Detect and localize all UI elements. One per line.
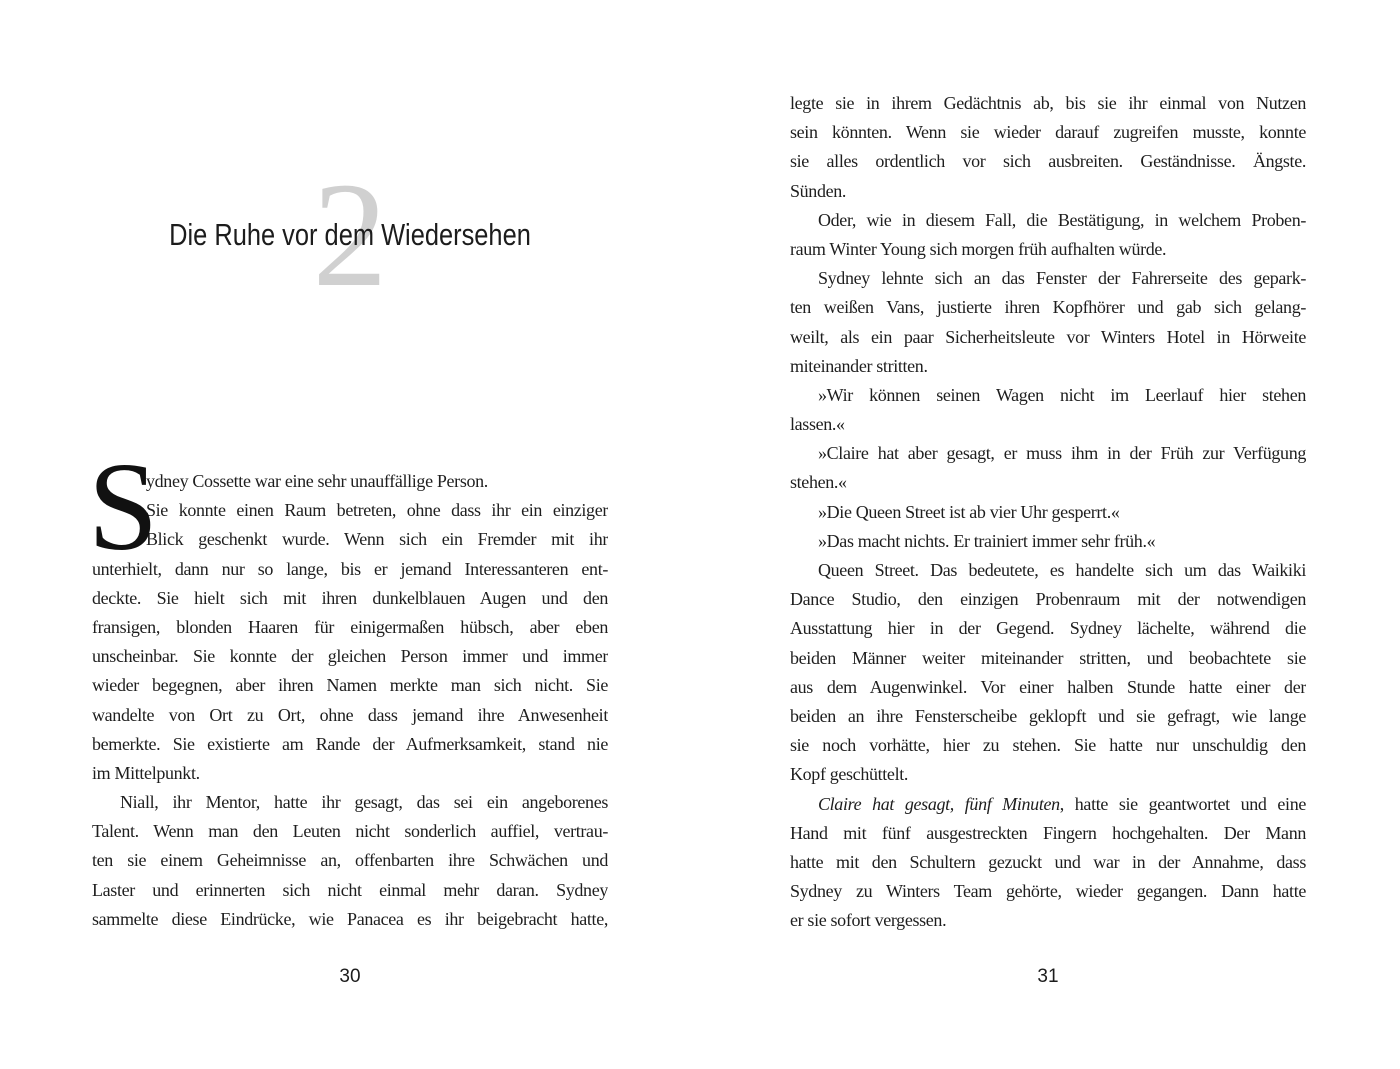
drop-cap: S <box>88 438 159 577</box>
page-number-left: 30 <box>339 966 361 987</box>
text-line: unterhielt, dann nur so lange, bis er jemand Interessanteren ent- <box>92 558 608 579</box>
text-line: bemerkte. Sie existierte am Rande der Aufmerksamkeit, stand nie <box>92 733 608 754</box>
text-line: »Das macht nichts. Er trainiert immer sehr früh.« <box>818 530 1156 551</box>
text-line: Niall, ihr Mentor, hatte ihr gesagt, das sei ein angeborenes <box>120 792 608 813</box>
text-line: Sünden. <box>790 180 847 201</box>
text-line: Dance Studio, den einzigen Probenraum mit der notwendigen <box>790 589 1306 610</box>
text-line: deckte. Sie hielt sich mit ihren dunkelblauen Augen und den <box>92 587 608 608</box>
text-line: sie alles ordentlich vor sich ausbreiten. Geständnisse. Ängste. <box>790 151 1306 172</box>
right-page <box>700 0 1400 1069</box>
text-line: Sydney lehnte sich an das Fenster der Fahrerseite des gepark- <box>818 268 1306 289</box>
text-line: »Claire hat aber gesagt, er muss ihm in der Früh zur Verfügung <box>818 443 1306 464</box>
text-line: er sie sofort vergessen. <box>790 910 947 931</box>
chapter-number-watermark: 2 <box>312 152 388 318</box>
text-line: wandelte von Ort zu Ort, ohne dass jemand ihre Anwesenheit <box>92 704 608 725</box>
text-line: Sie konnte einen Raum betreten, ohne dass ihr ein einziger <box>146 500 608 521</box>
text-line: ten sie einem Geheimnisse an, offenbarten ihre Schwächen und <box>92 850 608 871</box>
text-line: raum Winter Young sich morgen früh aufhalten würde. <box>790 238 1167 259</box>
text-line: beiden Männer weiter miteinander stritten, und beobachtete sie <box>790 647 1306 668</box>
italic-text: Claire hat gesagt, fünf Minuten <box>818 793 1060 814</box>
text-line: Kopf geschüttelt. <box>790 764 909 785</box>
text-line: unscheinbar. Sie konnte der gleichen Person immer und immer <box>92 646 608 667</box>
text-line: hatte mit den Schultern gezuckt und war in der Annahme, dass <box>790 851 1306 872</box>
text-line: weilt, als ein paar Sicherheitsleute vor Winters Hotel in Hörweite <box>790 326 1306 347</box>
text-line: Blick geschenkt wurde. Wenn sich ein Fremder mit ihr <box>146 529 608 550</box>
text-line: Oder, wie in diesem Fall, die Bestätigung, in welchem Proben- <box>818 209 1306 230</box>
text-line: miteinander stritten. <box>790 355 928 376</box>
text-line: aus dem Augenwinkel. Vor einer halben Stunde hatte einer der <box>790 676 1306 697</box>
text-line: beiden an ihre Fensterscheibe geklopft und sie gefragt, wie lange <box>790 705 1306 726</box>
text-line: Hand mit fünf ausgestreckten Fingern hochgehalten. Der Mann <box>790 822 1306 843</box>
text-line: wieder begegnen, aber ihren Namen merkte man sich nicht. Sie <box>92 675 608 696</box>
text-line: Laster und erinnerten sich nicht einmal mehr daran. Sydney <box>92 879 608 900</box>
text-line: »Wir können seinen Wagen nicht im Leerlauf hier stehen <box>818 384 1306 405</box>
right-page-text-column <box>790 89 1306 935</box>
text-line: legte sie in ihrem Gedächtnis ab, bis sie ihr einmal von Nutzen <box>790 93 1306 113</box>
text-line: fransigen, blonden Haaren für einigermaßen hübsch, aber eben <box>92 616 608 637</box>
text-line: im Mittelpunkt. <box>92 762 200 783</box>
text-line: sie noch vorhätte, hier zu stehen. Sie hatte nur unschuldig den <box>790 735 1306 756</box>
text-line: Talent. Wenn man den Leuten nicht sonderlich auffiel, vertrau- <box>92 821 608 842</box>
text-line: ydney Cossette war eine sehr unauffällige Person. <box>146 471 488 491</box>
chapter-heading <box>92 152 608 318</box>
text-line: lassen.« <box>790 414 845 435</box>
text-line: stehen.« <box>790 472 847 493</box>
text-line: Queen Street. Das bedeutete, es handelte sich um das Waikiki <box>818 560 1306 580</box>
text-line: »Die Queen Street ist ab vier Uhr gesperrt.« <box>818 501 1120 522</box>
text-line: ten weißen Vans, justierte ihren Kopfhörer und gab sich gelang- <box>790 297 1306 318</box>
chapter-title: Die Ruhe vor dem Wiedersehen <box>169 217 531 252</box>
page-number-right: 31 <box>1037 966 1059 987</box>
text-line: Sydney zu Winters Team gehörte, wieder gegangen. Dann hatte <box>790 881 1306 902</box>
left-page-text-column <box>92 467 608 934</box>
text-line: Claire hat gesagt, fünf Minuten, hatte sie geantwortet und eine <box>818 793 1306 814</box>
text-line: Ausstattung hier in der Gegend. Sydney lächelte, während die <box>790 618 1306 639</box>
text-line: sammelte diese Eindrücke, wie Panacea es ihr beigebracht hatte, <box>92 908 608 929</box>
text-line: sein könnten. Wenn sie wieder darauf zugreifen musste, konnte <box>790 122 1306 143</box>
